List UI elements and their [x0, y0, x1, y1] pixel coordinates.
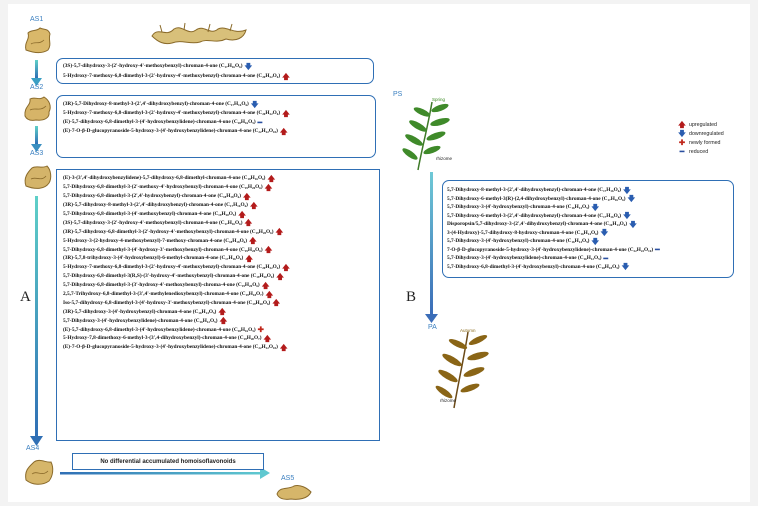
figure-canvas — [8, 4, 750, 502]
season-spring: Spring — [432, 97, 446, 102]
rhizome-image-as3 — [22, 160, 54, 192]
down-marker-icon: 🡇 — [244, 61, 253, 71]
legend-label: downregulated — [689, 130, 724, 137]
up-marker-icon: 🡅 — [282, 71, 290, 81]
autumn-plant-image — [420, 328, 502, 412]
stage-label-as1: AS1 — [30, 16, 44, 23]
compound-row — [63, 192, 379, 201]
compound-name: (3S)-5,7-dihydroxy-3-(2'-hydroxy-4'-methoxybenzyl)-chroman-4-one (C₁₇H₁₆O₆) — [63, 219, 243, 226]
down-marker-icon: 🡇 — [591, 236, 600, 246]
down-marker-icon: 🡇 — [250, 99, 259, 109]
compound-row — [63, 290, 379, 299]
compound-name: 5,7-Dihydroxy-6,8-dimethyl-3-(4'-methoxybenzyl)-chroman-4-one (C₁₉H₂₀O₅) — [63, 211, 237, 217]
new-marker-icon: ✚ — [257, 325, 264, 335]
up-marker-icon: 🡅 — [678, 120, 686, 129]
compound-box-as3-as4 — [56, 169, 380, 441]
compound-name: (E)-7-O-β-D-glucopyranoside-5-hydroxy-3-(4'-hydroxybenzylidene)-chroman-4-one (C₂₂H₂₂O₁₀) — [63, 128, 278, 135]
compound-row — [63, 61, 373, 71]
compound-row — [447, 229, 733, 238]
compound-row — [447, 195, 733, 204]
down-marker-icon: 🡇 — [600, 228, 609, 238]
compound-name: 5,7-Dihydroxy-6,8-dimethyl-3-(3'-hydroxy-4'-methoxybenzyl)-chroma-4-one (C₁₉H₂₀O₆) — [63, 282, 260, 289]
up-marker-icon: 🡅 — [263, 333, 272, 343]
down-marker-icon: 🡇 — [591, 202, 600, 212]
up-marker-icon: 🡅 — [275, 227, 284, 237]
rhizome-image-as1 — [22, 24, 54, 56]
compound-row — [63, 183, 379, 192]
compound-name: 5,7-Dihydroxy-3-(4'-hydroxybenzyl)-chroman-4-one (C₁₆H₁₄O₅) — [447, 204, 590, 211]
compound-row — [63, 334, 379, 343]
reduced-marker-icon: ━ — [603, 253, 608, 263]
compound-name: 5,7-Dihydroxy-6,8-dimethyl-3-(2',4'-hydroxybenzyl)-chroman-4-one (C₁₈H₁₈O₆) — [63, 193, 242, 200]
up-marker-icon: 🡅 — [282, 262, 290, 272]
compound-name: 5,7-Dihydroxy-3-(4'-hydroxybenzylidene)-chroman-4-one (C₁₆H₁₂O₅) — [447, 255, 602, 262]
up-marker-icon: 🡅 — [243, 191, 251, 201]
no-diff-box: No differential accumulated homoisoflavonoids — [72, 453, 264, 470]
compound-row — [63, 298, 379, 307]
reduced-marker-icon: ━ — [655, 245, 660, 255]
rhizome-image-as2 — [22, 92, 54, 124]
compound-name: 5-Hydroxy-7-methoxy-6,8-dimethyl-3-(2'-hydroxy-4'-methoxybenzyl)-chroman-4-one (C₂₀H₂₂O₆) — [63, 264, 281, 271]
rhizome-label-bottom: rhizome — [440, 398, 457, 403]
compound-row — [63, 71, 373, 81]
up-marker-icon: 🡅 — [267, 173, 276, 183]
compound-row — [447, 220, 733, 229]
compound-row — [447, 254, 733, 263]
legend-item — [678, 147, 748, 156]
compound-name: 3-(4-Hydroxy)-5,7-dihydroxy-8-hydroxy-chroman-4-one (C₁₆H₁₄O₆) — [447, 229, 599, 236]
compound-row — [63, 201, 379, 210]
up-marker-icon: 🡅 — [282, 108, 290, 118]
up-marker-icon: 🡅 — [276, 271, 284, 281]
compound-name: (3R)-5,7-dihydroxy-8-methyl-3-(2',4'-dihydroxybenzyl)-chroman-4-one (C₁₇H₁₆O₆) — [63, 202, 248, 209]
stage-label-as2: AS2 — [30, 84, 44, 91]
compound-name: 5,7-Dihydroxy-6,8-dimethyl-3(R,S)-(3'-hydroxy-4'-methoxybenzyl)-chroman-4-one (C₁₉H₂₀O₆) — [63, 273, 275, 280]
legend-label: upregulated — [689, 121, 717, 128]
up-marker-icon: 🡅 — [249, 200, 258, 210]
compound-name: 7-O-β-D-glucopyranoside-5-hydroxy-3-(4'-hydroxybenzylidene)-chroman-4-one (C₂₂H₂₂O₁₀) — [447, 246, 654, 253]
compound-name: (3R)-5,7-Dihydroxy-8-methyl-3-(2',4'-dihydroxybenzyl)-chroman-4-one (C₁₇H₁₆O₆) — [63, 101, 249, 108]
up-marker-icon: 🡅 — [279, 126, 288, 136]
compound-row — [63, 227, 379, 236]
compound-row — [447, 246, 733, 255]
compound-name: 5-Hydroxy-7,8-dimethoxy-6-methyl-3-(3',4-dihydroxybenzyl)-chroman-4-one (C₁₉H₂₀O₇) — [63, 335, 262, 342]
compound-name: 5,7-Dihydroxy-6,8-dimethyl-3-(4'-hydroxybenzyl)-chroman-4-one (C₁₈H₁₈O₅) — [447, 263, 620, 270]
legend-item — [678, 120, 748, 129]
compound-name: (E)-7-O-β-D-glucopyranoside-5-hydroxy-3-(4'-hydroxybenzylidene)-chroman-4-one (C₂₂H₂₂O₁₀) — [63, 344, 278, 351]
legend-label: reduced — [689, 148, 709, 155]
down-marker-icon: 🡇 — [629, 219, 637, 229]
compound-box-as1-as2 — [56, 58, 374, 84]
up-marker-icon: 🡅 — [238, 209, 246, 219]
compound-name: 5-Hydroxy-7-methoxy-6,8-dimethyl-3-(2'-hydroxy-4'-methoxybenzyl)-chroman-4-one (C₂₀H₂₂O₆) — [63, 73, 281, 79]
compound-name: 5,7-Dihydroxy-3-(4'-hydroxybenzyl)-chroman-4-one (C₁₆H₁₄O₅) — [447, 238, 590, 245]
compound-name: Disporopsin/5,7-dihydroxy-3-(2',4'-dihydroxybenzyl)-chroman-4-one (C₁₆H₁₄O₆) — [447, 221, 628, 228]
compound-row — [447, 186, 733, 195]
compound-row — [63, 109, 375, 118]
stage-label-as5: AS5 — [281, 475, 295, 482]
up-marker-icon: 🡅 — [218, 307, 227, 317]
stage-label-as3: AS3 — [30, 150, 44, 157]
rhizome-label-top: rhizome — [436, 156, 453, 161]
compound-name: Iso-5,7-dihydroxy-6,8-dimethyl-3-(4'-hydroxy-3'-methoxybenzyl)-chroman-4-one (C₁₉H₂₀O₆) — [63, 299, 271, 306]
up-marker-icon: 🡅 — [264, 245, 273, 255]
spring-plant-image — [388, 96, 464, 174]
stage-label-ps: PS — [393, 91, 403, 98]
compound-row — [63, 307, 379, 316]
compound-row — [63, 281, 379, 290]
compound-name: 5-Hydroxy-7-methoxy-6,8-dimethyl-3-(2'-hydroxy-4'-methoxybenzyl)-chroman-4-one (C₂₀H₂₂O₆) — [63, 110, 281, 117]
stage-label-as4: AS4 — [26, 445, 40, 452]
compound-name: 5,7-Dihydroxy-3-(4'-hydroxybenzylidene)-chroman-4-one (C₁₆H₁₂O₅) — [63, 317, 218, 324]
panel-letter-a: A — [20, 289, 31, 305]
up-marker-icon: 🡅 — [219, 316, 228, 326]
compound-row — [447, 212, 733, 221]
compound-name: 5,7-Dihydroxy-6,8-dimethyl-3-(4'-hydroxy-3'-methoxybenzyl)-chroman-4-one (C₁₉H₂₀O₆) — [63, 246, 263, 253]
legend-label: newly formed — [689, 139, 721, 146]
legend — [678, 120, 748, 156]
up-marker-icon: 🡅 — [279, 342, 288, 352]
compound-row — [63, 118, 375, 127]
compound-row — [63, 245, 379, 254]
up-marker-icon: 🡅 — [245, 253, 253, 263]
down-marker-icon: 🡇 — [623, 211, 631, 221]
compound-box-ps-pa — [442, 180, 734, 278]
down-marker-icon: 🡇 — [627, 194, 636, 204]
compound-row — [447, 203, 733, 212]
compound-row — [63, 316, 379, 325]
reduced-marker-icon: ━ — [257, 117, 263, 127]
compound-name: 2,5,7-Trihydroxy-6,8-dimethyl-3-(3',4'-methylenedioxybenzyl)-chroman-4-one (C₁₉H₁₈O₇) — [63, 291, 264, 298]
compound-row — [63, 100, 375, 109]
compound-row — [63, 263, 379, 272]
panel-letter-b: B — [406, 289, 417, 305]
compound-name: 5,7-Dihydroxy-6-methyl-3(R)-(2,4-dihydroxybenzyl)-chroman-4-one (C₁₇H₁₆O₆) — [447, 195, 626, 202]
new-marker-icon: ✚ — [678, 138, 686, 147]
compound-name: (E)-3-(3',4'-dihydroxybenzylidene)-5,7-dihydroxy-6,8-dimethyl-chroman-4-one (C₁₈H₁₆O₆) — [63, 175, 266, 182]
down-marker-icon: 🡇 — [621, 262, 630, 272]
compound-name: (E)-5,7-dihydroxy-6,8-dimethyl-3-(4'-hydroxybenzylidene)-chroman-4-one (C₁₈H₁₆O₅) — [63, 119, 256, 126]
season-autumn: Autumn — [460, 328, 476, 333]
down-marker-icon: 🡇 — [678, 129, 686, 138]
up-marker-icon: 🡅 — [265, 289, 274, 299]
down-marker-icon: 🡇 — [623, 185, 631, 195]
compound-row — [63, 210, 379, 219]
compound-row — [63, 254, 379, 263]
compound-name: 5-Hydroxy-3-(2-hydroxy-4-methoxybenzyl)-7-methoxy-chroman-4-one (C₁₈H₁₈O₆) — [63, 237, 248, 244]
compound-row — [63, 174, 379, 183]
compound-box-as2-as3 — [56, 95, 376, 158]
compound-row — [447, 237, 733, 246]
compound-row — [447, 263, 733, 272]
rhizome-image-as4 — [22, 454, 56, 488]
up-marker-icon: 🡅 — [249, 236, 257, 246]
compound-name: (E)-5,7-dihydroxy-6,8-dimethyl-3-(4'-hydroxybenzylidene)-chroman-4-one (C₁₈H₁₆O₅) — [63, 326, 256, 333]
compound-row — [63, 127, 375, 136]
up-marker-icon: 🡅 — [264, 182, 273, 192]
compound-name: 5,7-Dihydroxy-8-methyl-3-(2',4'-dihydroxybenzyl)-chroman-4-one (C₁₇H₁₆O₆) — [447, 187, 622, 194]
up-marker-icon: 🡅 — [272, 298, 281, 308]
compound-name: 5,7-Dihydroxy-6,8-dimethyl-3-(2'-methoxy-4'-hydroxybenzyl)-chroman-4-one (C₁₉H₂₀O₆) — [63, 184, 263, 191]
compound-name: (3R)-5,7-dihydroxy-6,8-dimethyl-3-(2'-hydroxy-4'-methoxybenzyl)-chroman-4-one (C₁₉H₂₀O₆) — [63, 228, 274, 235]
legend-item — [678, 129, 748, 138]
stage-label-pa: PA — [428, 324, 437, 331]
compound-name: (3R)-5,7,8-trihydroxy-3-(4'-hydroxybenzyl)-6-methyl-chroman-4-one (C₁₇H₁₆O₆) — [63, 255, 244, 262]
rhizome-image-as1-large — [150, 20, 248, 46]
up-marker-icon: 🡅 — [261, 280, 270, 290]
rhizome-image-as5 — [274, 482, 314, 502]
compound-name: (3R)-5,7-dihydroxy-3-(4'-hydroxybenzyl)-chroman-4-one (C₁₆H₁₄O₅) — [63, 308, 217, 315]
compound-name: 5,7-Dihydroxy-6-methyl-3-(2',4'-dihydroxybenzyl)-chroman-4-one (C₁₇H₁₆O₆) — [447, 212, 622, 219]
compound-row — [63, 272, 379, 281]
compound-name: (3S)-5,7-dihydroxy-3-(2'-hydroxy-4'-methoxybenzyl)-chroman-4-one (C₁₇H₁₆O₆) — [63, 63, 243, 69]
compound-row — [63, 325, 379, 334]
compound-row — [63, 343, 379, 352]
up-marker-icon: 🡅 — [244, 218, 253, 228]
compound-row — [63, 236, 379, 245]
compound-row — [63, 218, 379, 227]
reduced-marker-icon: ━ — [679, 147, 685, 156]
legend-item — [678, 138, 748, 147]
